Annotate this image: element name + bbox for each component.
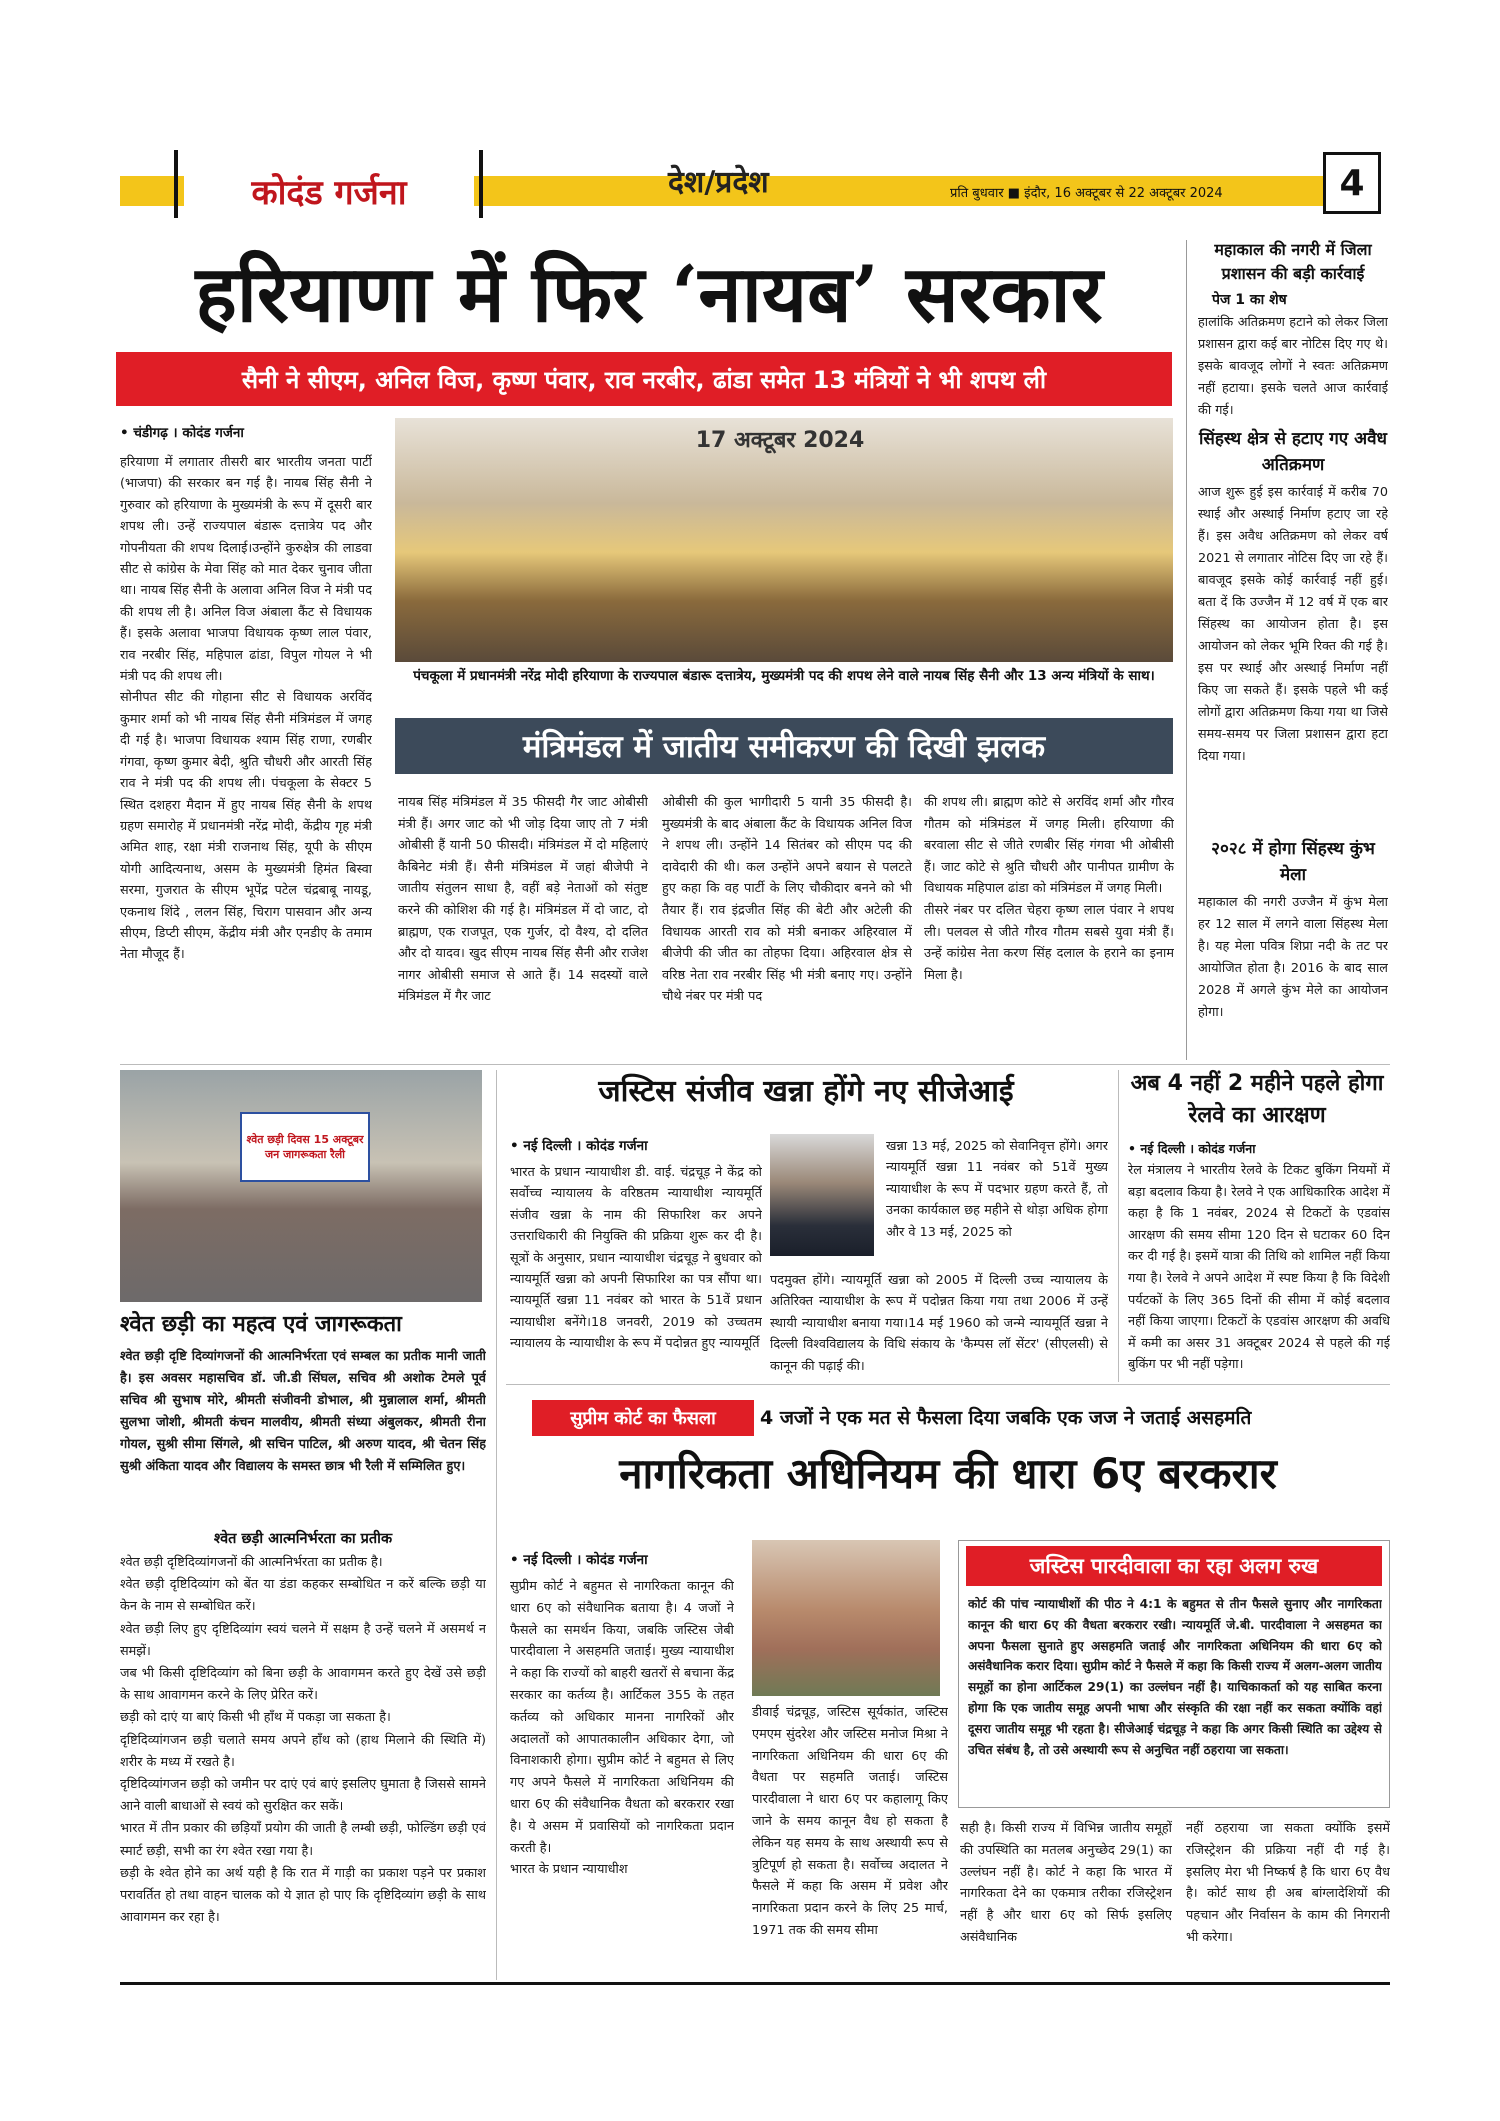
sc-building-photo [752,1540,940,1696]
sc-column-2: डीवाई चंद्रचूड़, जस्टिस सूर्यकांत, जस्टिस एमएम सुंदरेश और जस्टिस मनोज मिश्रा ने नागरिकता अधिनियम की धारा 6ए की वैधता पर सहमति जताई। जस्टिस पारदीवाला ने धारा 6ए पर कहालागू किए जाने के समय कानून वैध हो सकता है लेकिन यह समय के साथ अस्थायी रूप से त्रुटिपूर्ण हो सकता है। सर्वोच्च अदालत ने फैसले में कहा कि असम में प्रवेश और नागरिकता प्रदान करने के लिए 25 मार्च, 1971 तक की समय सीमा [752,1705,948,1938]
lead-subhead: सैनी ने सीएम, अनिल विज, कृष्ण पंवार, राव नरबीर, ढांडा समेत 13 मंत्रियों ने भी शपथ ली [241,365,1047,394]
sc-top-divider [506,1384,1390,1385]
lead-dateline: • चंडीगढ़ । कोदंड गर्जना [120,425,244,441]
lead-headline: हरियाणा में फिर ‘नायब’ सरकार [195,249,1103,340]
cji-portrait [770,1134,874,1256]
masthead-left-rule [174,150,178,218]
sc-label: सुप्रीम कोर्ट का फैसला [570,1408,716,1429]
rail-dateline: • नई दिल्ली । कोदंड गर्जना [1128,1141,1256,1156]
sidebar-continued: पेज 1 का शेष [1212,292,1287,308]
sidebar-subhead-1: सिंहस्थ क्षेत्र से हटाए गए अवैध अतिक्रमण [1199,429,1387,475]
sc-kicker: 4 जजों ने एक मत से फैसला दिया जबकि एक जज ने जताई असहमति [760,1407,1252,1429]
page-bottom-rule [120,1982,1390,1985]
photo-banner: 17 अक्टूबर 2024 [695,428,865,453]
lead-column-3: ओबीसी की कुल भागीदारी 5 यानी 35 फीसदी है। मुख्यमंत्री के बाद अंबाला कैंट के विधायक अनिल विज ने शपथ ली। उन्होंने 14 सितंबर को सीएम पद की दावेदारी की थी। कल उन्होंने अपने बयान से पलटते हुए कहा कि वह पार्टी के लिए चौकीदार बनने को भी तैयार हैं। राव इंद्रजीत सिंह की बेटी और अटेली की विधायक आरती राव को मंत्री बनाकर अहिरवाल में बीजेपी की जीत का तोहफा दिया। अहिरवाल क्षेत्र से वरिष्ठ नेता राव नरबीर सिंह भी मंत्री बनाए गए। उन्होंने चौथे नंबर पर मंत्री पद [662,795,912,1005]
sidebar-subhead-2: २०२८ में होगा सिंहस्थ कुंभ मेला [1211,839,1375,885]
sidebar-para-3: महाकाल की नगरी उज्जैन में कुंभ मेला हर 12 साल में लगने वाला सिंहस्थ मेला है। यह मेला पवित्र शिप्रा नदी के तट पर आयोजित होता है। 2016 के बाद साल 2028 में अगले कुंभ मेले का आयोजन होगा। [1198,895,1388,1020]
cane-headline: श्वेत छड़ी का महत्व एवं जागरूकता [120,1312,402,1337]
lead-column-2: नायब सिंह मंत्रिमंडल में 35 फीसदी गैर जाट ओबीसी मंत्री हैं। अगर जाट को भी जोड़ दिया जाए तो 7 मंत्री ओबीसी हैं यानी 50 फीसदी। मंत्रिमंडल में दो महिलाएं कैबिनेट मंत्री हैं। सैनी मंत्रिमंडल में जहां बीजेपी ने जातीय संतुलन साधा है, वहीं बड़े नेताओं को संतुष्ट करने की कोशिश की गई है। मंत्रिमंडल में दो जाट, दो ब्राह्मण, एक राजपूत, एक गुर्जर, दो वैश्य, दो दलित और दो यादव। खुद सीएम नायब सिंह सैनी और राजेश नागर ओबीसी समाज से आते हैं। 14 सदस्यों वाले मंत्रिमंडल में गैर जाट [398,795,648,1005]
sidebar-para-2: आज शुरू हुई इस कार्रवाई में करीब 70 स्थाई और अस्थाई निर्माण हटाए जा रहे हैं। इस अवैध अतिक्रमण को लेकर वर्ष 2021 से लगातार नोटिस दिए जा रहे हैं। बावजूद इसके कोई कार्रवाई नहीं हुई। बता दें कि उज्जैन में 12 वर्ष में एक बार सिंहस्थ का आयोजन होता है। इस आयोजन को लेकर भूमि रिक्त की गई है। इस पर स्थाई और अस्थाई निर्माण नहीं किए जा सकते हैं। इसके पहले भी कई लोगों द्वारा अतिक्रमण किया गया था जिसे समय-समय पर जिला प्रशासन द्वारा हटा दिया गया। [1198,485,1388,764]
mid-divider [120,1064,1390,1065]
cji-column-2-top: खन्ना 13 मई, 2025 को सेवानिवृत्त होंगे। अगर न्यायमूर्ति खन्ना 11 नवंबर को 51वें मुख्य न्यायाधीश के रूप में पदभार ग्रहण करते हैं, तो उनका कार्यकाल छह महीने से थोड़ा अधिक होगा और वे 13 मई, 2025 को [886,1139,1108,1240]
cane-banner [240,1112,370,1182]
rail-headline: अब 4 नहीं 2 महीने पहले होगा रेलवे का आरक्षण [1130,1071,1384,1128]
masthead-right-rule [479,150,483,218]
cane-divider [496,1070,497,1980]
rail-divider [1118,1070,1119,1382]
sc-column-1: सुप्रीम कोर्ट ने बहुमत से नागरिकता कानून की धारा 6ए को संवैधानिक बताया है। 4 जजों ने फैसले का समर्थन किया, जबकि जस्टिस जेबी पारदीवाला ने असहमति जताई। मुख्य न्यायाधीश ने कहा कि राज्यों को बाहरी खतरों से बचाना केंद्र सरकार का कर्तव्य है। आर्टिकल 355 के तहत कर्तव्य को अधिकार मानना नागरिकों और अदालतों को आपातकालीन अधिकार देगा, जो विनाशकारी होगा। सुप्रीम कोर्ट ने बहुमत से लिए गए अपने फैसले में नागरिकता अधिनियम की धारा 6ए की संवैधानिक वैधता को बरकरार रखा है। ये असम में प्रवासियों को नागरिकता प्रदान करती है। भारत के प्रधान न्यायाधीश [510,1579,734,1878]
sc-column-4: नहीं ठहराया जा सकता क्योंकि इसमें रजिस्ट्रेशन की प्रक्रिया नहीं दी गई है। इसलिए मेरा भी निष्कर्ष है कि धारा 6ए वैध है। कोर्ट साथ ही अब बांग्लादेशियों की पहचान और निर्वासन के काम की निगरानी भी करेगा। [1186,1821,1390,1945]
page-number-box [1323,152,1381,214]
cane-subhead: श्वेत छड़ी आत्मनिर्भरता का प्रतीक [213,1531,393,1547]
lead-column-1: हरियाणा में लगातार तीसरी बार भारतीय जनता पार्टी (भाजपा) की सरकार बन गई है। नायब सिंह सैनी ने गुरुवार को हरियाणा के मुख्यमंत्री के रूप में दूसरी बार शपथ ली। उन्हें राज्यपाल बंडारू दत्तात्रेय पद और गोपनीयता की शपथ दिलाई।उन्होंने कुरुक्षेत्र की लाडवा सीट से कांग्रेस के मेवा सिंह को मात देकर चुनाव जीता था। नायब सिंह सैनी के अलावा अनिल विज ने मंत्री पद की शपथ ली है। अनिल विज अंबाला कैंट से विधायक हैं। इसके अलावा भाजपा विधायक कृष्ण लाल पंवार, राव नरबीर सिंह, महिपाल ढांडा, विपुल गोयल ने भी मंत्री पद की शपथ ली। सोनीपत सीट की गोहाना सीट से विधायक अरविंद कुमार शर्मा को भी नायब सिंह सैनी मंत्रिमंडल में जगह दी गई है। भाजपा विधायक श्याम सिंह राणा, रणबीर गंगवा, कृष्ण कुमार बेदी, श्रुति चौधरी और आरती सिंह राव ने मंत्री पद की शपथ ली। पंचकूला के सेक्टर 5 स्थित दशहरा मैदान में हुए नायब सिंह सैनी के शपथ ग्रहण समारोह में प्रधानमंत्री नरेंद्र मोदी, केंद्रीय गृह मंत्री अमित शाह, रक्षा मंत्री राजनाथ सिंह, यूपी के सीएम योगी आदित्यनाथ, असम के मुख्यमंत्री हिमंत बिस्वा सरमा, गुजरात के सीएम भूपेंद्र पटेल चंद्रबाबू नायडू, एकनाथ शिंदे , ललन सिंह, चिराग पासवान और अन्य सीएम, डिप्टी सीएम, केंद्रीय मंत्री और एनडीए के तमाम नेता मौजूद हैं। [120,455,372,963]
cane-banner-text: श्वेत छड़ी दिवस 15 अक्टूबर जन जागरूकता रैली [246,1133,364,1161]
lead-photo [395,418,1173,662]
lead-subhead-bar [116,352,1172,406]
lead-photo-caption: पंचकूला में प्रधानमंत्री नरेंद्र मोदी हरियाणा के राज्यपाल बंडारू दत्तात्रेय, मुख्यमंत्री पद की शपथ लेने वाले नायब सिंह सैनी और 13 अन्य मंत्रियों के साथ। [413,668,1155,684]
sc-box-title-bar [966,1546,1382,1586]
cabinet-subhead-bar [395,718,1173,774]
rail-body: रेल मंत्रालय ने भारतीय रेलवे के टिकट बुकिंग नियमों में बड़ा बदलाव किया है। रेलवे ने एक आधिकारिक आदेश में कहा है कि 1 नवंबर, 2024 से टिकटों के एडवांस आरक्षण की समय सीमा 120 दिन से घटाकर 60 दिन कर दी गई है। इसमें यात्रा की तिथि को शामिल नहीं किया गया है। रेलवे ने अपने आदेश में स्पष्ट किया है कि विदेशी पर्यटकों के लिए 365 दिनों की सीमा में कोई बदलाव नहीं किया जाएगा। टिकटों के एडवांस आरक्षण की अवधि में कमी का असर 31 अक्टूबर 2024 से पहले की गई बुकिंग पर भी नहीं पड़ेगा। [1128,1163,1390,1373]
sc-box-body: कोर्ट की पांच न्यायाधीशों की पीठ ने 4:1 के बहुमत से तीन फैसले सुनाए और नागरिकता कानून की धारा 6ए की वैधता बरकरार रखी। न्यायमूर्ति जे.बी. पारदीवाला ने असहमत का अपना फैसला सुनाते हुए असहमति जताई और नागरिकता अधिनियम की धारा 6ए को असंवैधानिक करार दिया। सुप्रीम कोर्ट ने फैसले में कहा कि किसी राज्य में अलग-अलग जातीय समूहों का होना आर्टिकल 29(1) का उल्लंघन नहीं है। याचिकाकर्ता को यह साबित करना होगा कि एक जातीय समूह अपनी भाषा और संस्कृति की रक्षा नहीं कर सकता क्योंकि वहां दूसरा जातीय समूह भी रहता है। सीजेआई चंद्रचूड़ ने कहा कि अगर किसी स्थिति का उद्देश्य से उचित संबंध है, तो उसे अस्थायी रूप से अनुचित नहीं ठहराया जा सकता। [968,1597,1382,1757]
logo-text: कोदंड गर्जना [251,173,407,213]
sc-label-box [532,1400,754,1436]
cane-body: श्वेत छड़ी दृष्टिदिव्यांगजनों की आत्मनिर्भरता का प्रतीक है। श्वेत छड़ी दृष्टिदिव्यांग को बेंत या डंडा कहकर सम्बोधित न करें बल्कि छड़ी या केन के नाम से सम्बोधित करें। श्वेत छड़ी लिए हुए दृष्टिदिव्यांग स्वयं चलने में सक्षम है उन्हें चलने में असमर्थ न समझें। जब भी किसी दृष्टिदिव्यांग को बिना छड़ी के आवागमन करते हुए देखें उसे छड़ी के साथ आवागमन करने के लिए प्रेरित करें। छड़ी को दाएं या बाएं किसी भी हाँथ में पकड़ा जा सकता है। दृष्टिदिव्यांगजन छड़ी चलाते समय अपने हाँथ को (हाथ मिलाने की स्थिति में) शरीर के मध्य में रखते है। दृष्टिदिव्यांगजन छड़ी को जमीन पर दाएं एवं बाएं इसलिए घुमाता है जिससे सामने आने वाली बाधाओं से स्वयं को सुरक्षित कर सकें। भारत में तीन प्रकार की छड़ियाँ प्रयोग की जाती है लम्बी छड़ी, फोल्डिंग छड़ी एवं स्मार्ट छड़ी, सभी का रंग श्वेत रखा गया है। छड़ी के श्वेत होने का अर्थ यही है कि रात में गाड़ी का प्रकाश पड़ने पर प्रकाश परावर्तित हो तथा वाहन चालक को ये ज्ञात हो पाए कि दृष्टिदिव्यांग छड़ी के साथ आवागमन कर रहा है। [120,1555,486,1926]
lead-column-4: की शपथ ली। ब्राह्मण कोटे से अरविंद शर्मा और गौरव गौतम को मंत्रिमंडल में जगह मिली। हरियाणा की बरवाला सीट से जीते रणबीर सिंह गंगवा भी ओबीसी हैं। जाट कोटे से श्रुति चौधरी और पानीपत ग्रामीण के विधायक महिपाल ढांडा को मंत्रिमंडल में जगह मिली। तीसरे नंबर पर दलित चेहरा कृष्ण लाल पंवार ने शपथ ली। पलवल से जीते गौरव गौतम सबसे युवा मंत्री हैं। उन्हें कांग्रेस नेता करण सिंह दलाल के हराने का इनाम मिला है। [924,795,1174,983]
cji-column-2-bottom: पदमुक्त होंगे। न्यायमूर्ति खन्ना को 2005 में दिल्ली उच्च न्यायालय के अतिरिक्त न्यायाधीश के रूप में पदोन्नत किया गया तथा 2006 में उन्हें स्थायी न्यायाधीश बनाया गया।14 मई 1960 को जन्मे न्यायमूर्ति खन्ना ने दिल्ली विश्वविद्यालय के विधि संकाय के 'कैम्पस लॉ सेंटर' (सीएलसी) से कानून की पढ़ाई की। [770,1273,1108,1374]
cji-headline: जस्टिस संजीव खन्ना होंगे नए सीजेआई [598,1074,1014,1109]
cji-dateline: • नई दिल्ली । कोदंड गर्जना [510,1138,648,1154]
sc-headline: नागरिकता अधिनियम की धारा 6ए बरकरार [619,1449,1277,1498]
masthead-logo [184,166,474,216]
section-label: देश/प्रदेश [668,165,769,200]
page-number: 4 [1339,162,1365,204]
issue-line: प्रति बुधवार ■ इंदौर, 16 अक्टूबर से 22 अक्टूबर 2024 [950,186,1223,201]
cji-column-1: भारत के प्रधान न्यायाधीश डी. वाई. चंद्रचूड़ ने केंद्र को सर्वोच्च न्यायालय के वरिष्ठतम न्यायाधीश न्यायमूर्ति संजीव खन्ना के नाम की सिफारिश कर अपने उत्तराधिकारी की नियुक्ति की प्रक्रिया शुरू कर दी है। सूत्रों के अनुसार, प्रधान न्यायाधीश चंद्रचूड़ ने बुधवार को न्यायमूर्ति खन्ना को अपनी सिफारिश का पत्र सौंपा था।न्यायमूर्ति खन्ना 11 नवंबर को भारत के 51वें प्रधान न्यायाधीश बनेंगे।18 जनवरी, 2019 को उच्चतम न्यायालय के न्यायाधीश के रूप में पदोन्नत हुए न्यायमूर्ति [510,1165,762,1352]
sidebar-headline: महाकाल की नगरी में जिला प्रशासन की बड़ी कार्रवाई [1214,240,1372,283]
cane-intro: श्वेत छड़ी दृष्टि दिव्यांगजनों की आत्मनिर्भरता एवं सम्बल का प्रतीक मानी जाती है। इस अवसर महासचिव डॉ. जी.डी सिंघल, सचिव श्री अशोक टेमले पूर्व सचिव श्री सुभाष मोरे, श्रीमती संजीवनी डोभाल, श्री मुन्नालाल शर्मा, श्रीमती सुलभा जोशी, श्रीमती कंचन मालवीय, श्रीमती संध्या अंबुलकर, श्रीमती रीना गोयल, सुश्री सीमा सिंगले, श्री सचिन पाटिल, श्री अरुण यादव, श्री चेतन सिंह सुश्री अंकिता यादव और विद्यालय के समस्त छात्र भी रैली में सम्मिलित हुए। [120,1349,486,1474]
sidebar-para-1: हालांकि अतिक्रमण हटाने को लेकर जिला प्रशासन द्वारा कई बार नोटिस दिए गए थे। इसके बावजूद लोगों ने स्वतः अतिक्रमण नहीं हटाया। इसके चलते आज कार्रवाई की गई। [1198,315,1388,418]
cabinet-subhead: मंत्रिमंडल में जातीय समीकरण की दिखी झलक [522,729,1046,765]
cane-photo [120,1070,482,1302]
sidebar-divider [1186,240,1187,1060]
sc-box-title: जस्टिस पारदीवाला का रहा अलग रुख [1029,1554,1319,1578]
sc-dateline: • नई दिल्ली । कोदंड गर्जना [510,1552,648,1568]
sc-column-3: सही है। किसी राज्य में विभिन्न जातीय समूहों की उपस्थिति का मतलब अनुच्छेद 29(1) का उल्लंघन नहीं है। कोर्ट ने कहा कि भारत में नागरिकता देने का एकमात्र तरीका रजिस्ट्रेशन नहीं है और धारा 6ए को सिर्फ इसलिए असंवैधानिक [960,1821,1172,1945]
